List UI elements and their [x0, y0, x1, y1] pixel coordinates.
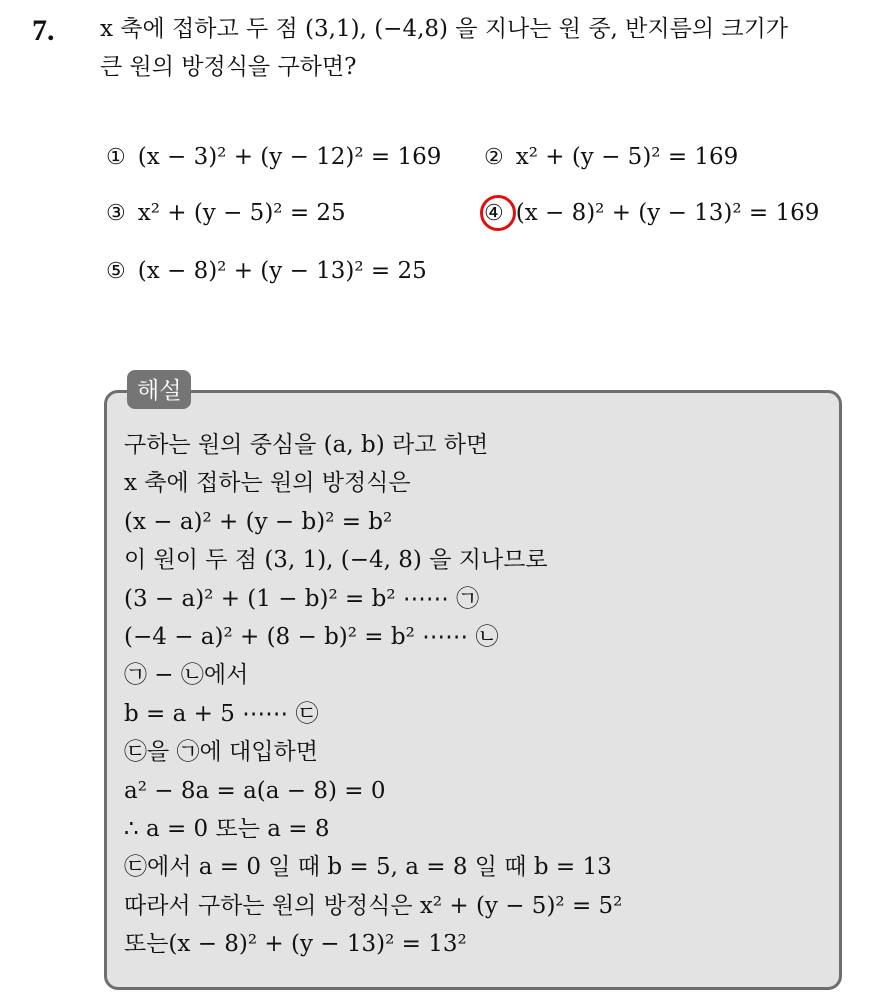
solution-line: (x − a)² + (y − b)² = b² [124, 508, 393, 535]
choice-4-number: ④ [484, 201, 504, 226]
choice-5[interactable] [106, 258, 427, 284]
solution-line: 또는(x − 8)² + (y − 13)² = 13² [124, 931, 467, 958]
solution-line: 구하는 원의 중심을 (a, b) 라고 하면 [124, 432, 489, 458]
solution-line: (−4 − a)² + (8 − b)² = b² ⋯⋯ ㉡ [124, 623, 499, 650]
choice-1-text: (x − 3)² + (y − 12)² = 169 [137, 144, 442, 170]
choice-3[interactable] [106, 200, 346, 226]
solution-line: (3 − a)² + (1 − b)² = b² ⋯⋯ ㉠ [124, 585, 480, 612]
solution-line: 따라서 구하는 원의 방정식은 x² + (y − 5)² = 5² [124, 892, 623, 919]
choice-5-number: ⑤ [106, 259, 126, 284]
solution-lines [124, 426, 622, 963]
solution-line: 이 원이 두 점 (3, 1), (−4, 8) 을 지나므로 [124, 547, 548, 574]
question-number: 7. [32, 14, 55, 47]
choice-1-number: ① [106, 145, 126, 170]
solution-line: ㉢에서 a = 0 일 때 b = 5, a = 8 일 때 b = 13 [124, 854, 612, 881]
solution-label: 해설 [127, 370, 191, 409]
solution-line: ㉢을 ㉠에 대입하면 [124, 739, 318, 766]
choice-3-text: x² + (y − 5)² = 25 [137, 200, 346, 226]
choice-4[interactable] [484, 200, 819, 226]
choice-1[interactable] [106, 144, 441, 170]
solution-line: b = a + 5 ⋯⋯ ㉢ [124, 700, 319, 727]
solution-line: x 축에 접하는 원의 방정식은 [124, 470, 411, 497]
choice-5-text: (x − 8)² + (y − 13)² = 25 [137, 258, 427, 284]
choice-4-text: (x − 8)² + (y − 13)² = 169 [515, 200, 820, 226]
choice-2[interactable] [484, 144, 738, 170]
question-text-line-1: x 축에 접하고 두 점 (3,1), (−4,8) 을 지나는 원 중, 반지름의 크기가 [100, 16, 789, 42]
solution-line: ∴ a = 0 또는 a = 8 [124, 815, 330, 842]
question-text-line-2: 큰 원의 방정식을 구하면? [100, 54, 357, 80]
solution-line: a² − 8a = a(a − 8) = 0 [124, 777, 386, 804]
answer-circle-mark [480, 195, 516, 231]
solution-line: ㉠ − ㉡에서 [124, 662, 249, 689]
choice-3-number: ③ [106, 201, 126, 226]
choice-2-number: ② [484, 145, 504, 170]
choice-2-text: x² + (y − 5)² = 169 [515, 144, 739, 170]
